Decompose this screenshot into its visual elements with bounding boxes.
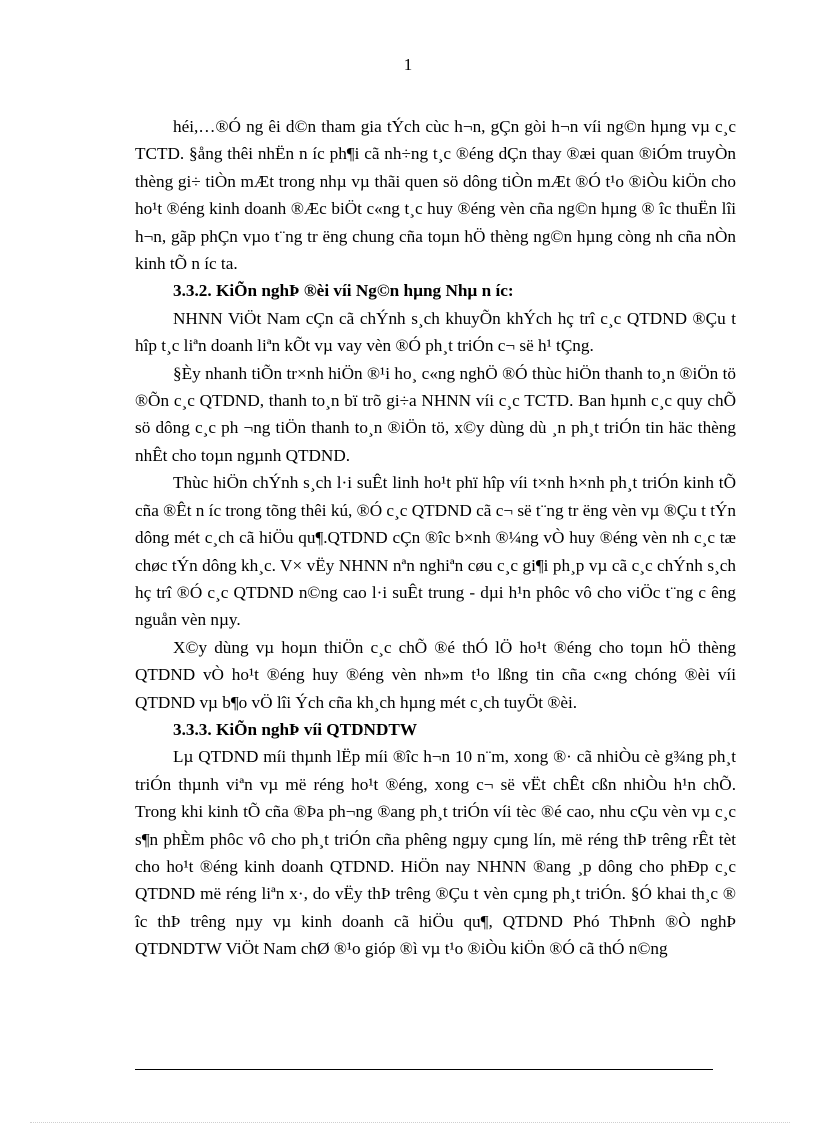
- paragraph: X©y dùng vµ hoµn thiÖn c¸c chÕ ®é thÓ lÖ ho¹t ®éng cho toµn hÖ thèng QTDND vÒ ho¹t ®éng huy ®éng vèn nh»m t¹o lßng tin cña c«ng chóng ®èi víi QTDND vµ b¶o vÖ lîi Ých cña kh¸ch hµng mét c¸ch tuyÖt ®èi.: [135, 637, 736, 712]
- section-heading: 3.3.3. KiÕn nghÞ víi QTDNDTW: [173, 719, 418, 739]
- document-body: [135, 113, 736, 963]
- paragraph: Thùc hiÖn chÝnh s¸ch l·i suÊt linh ho¹t phï hîp víi t×nh h×nh ph¸t triÓn kinh tÕ cña ®Êt n íc trong tõng thêi kú, ®Ó c¸c QTDND cã c¬ së t¨ng tr ëng vèn vµ ®Çu t tÝn dông mét c¸ch cã hiÖu qu¶.QTDND cÇn ®îc b×nh ®¼ng vÒ huy ®éng vèn nh c¸c tæ chøc tÝn dông kh¸c. V× vËy NHNN nªn nghiªn cøu c¸c gi¶i ph¸p vµ cã c¸c chÝnh s¸ch hç trî ®Ó c¸c QTDND n©ng cao l·i suÊt trung - dµi h¹n phôc vô cho viÖc t¨ng c êng nguån vèn nµy.: [135, 473, 736, 630]
- paragraph: NHNN ViÖt Nam cÇn cã chÝnh s¸ch khuyÕn khÝch hç trî c¸c QTDND ®Çu t hîp t¸c liªn doanh liªn kÕt vµ vay vèn ®Ó ph¸t triÓn c¬ së h¹ tÇng.: [135, 308, 736, 356]
- section-heading: 3.3.2. KiÕn nghÞ ®èi víi Ng©n hµng Nhµ n íc:: [173, 281, 514, 301]
- paragraph: héi,…®Ó ng êi d©n tham gia tÝch cùc h¬n, gÇn gòi h¬n víi ng©n hµng vµ c¸c TCTD. §ång thêi nhËn n íc ph¶i cã nh÷ng t¸c ®éng dÇn thay ®æi quan ®iÓm truyÒn thèng gi÷ tiÒn mÆt trong nhµ vµ thãi quen sö dông tiÒn mÆt ®Ó t¹o ®iÒu kiÖn cho ho¹t ®éng kinh doanh ®Æc biÖt c«ng t¸c huy ®éng vèn cña ng©n hµng ® îc thuËn lîi h¬n, gãp phÇn vµo t¨ng tr ëng chung cña toµn hÖ thèng ng©n hµng còng nh cña nÒn kinh tÕ n íc ta.: [135, 117, 736, 274]
- paragraph: §Èy nhanh tiÕn tr×nh hiÖn ®¹i ho¸ c«ng nghÖ ®Ó thùc hiÖn thanh to¸n ®iÖn tö ®Õn c¸c QTDND, thanh to¸n bï trõ gi÷a NHNN víi c¸c TCTD. Ban hµnh c¸c quy chÕ sö dông c¸c ph ¬ng tiÖn thanh to¸n ®iÖn tö, x©y dùng dù ¸n ph¸t triÓn tin häc thèng nhÊt cho toµn ngµnh QTDND.: [135, 363, 736, 465]
- page-number: 1: [403, 55, 413, 74]
- paragraph: Lµ QTDND míi thµnh lËp míi ®îc h¬n 10 n¨m, xong ®· cã nhiÒu cè g¾ng ph¸t triÓn thµnh viªn vµ më réng ho¹t ®éng, xong c¬ së vËt chÊt cßn nhiÒu h¹n chÕ. Trong khi kinh tÕ cña ®Þa ph¬ng ®ang ph¸t triÓn víi tèc ®é cao, nhu cÇu vèn vµ c¸c s¶n phÈm phôc vô cho ph¸t triÓn cña phêng ngµy cµng lín, më réng thÞ trêng rÊt tèt cho ho¹t ®éng kinh doanh QTDND. HiÖn nay NHNN ®ang ¸p dông cho phÐp c¸c QTDND më réng liªn x·, do vËy thÞ trêng ®Çu t vèn cµng ph¸t triÓn. §Ó khai th¸c ® îc thÞ trêng nµy vµ kinh doanh cã hiÖu qu¶, QTDND Phó ThÞnh ®Ò nghÞ QTDNDTW ViÖt Nam chØ ®¹o gióp ®ì vµ t¹o ®iÒu kiÖn ®Ó cã thÓ n©ng: [135, 747, 736, 959]
- footer-rule: [135, 1069, 713, 1070]
